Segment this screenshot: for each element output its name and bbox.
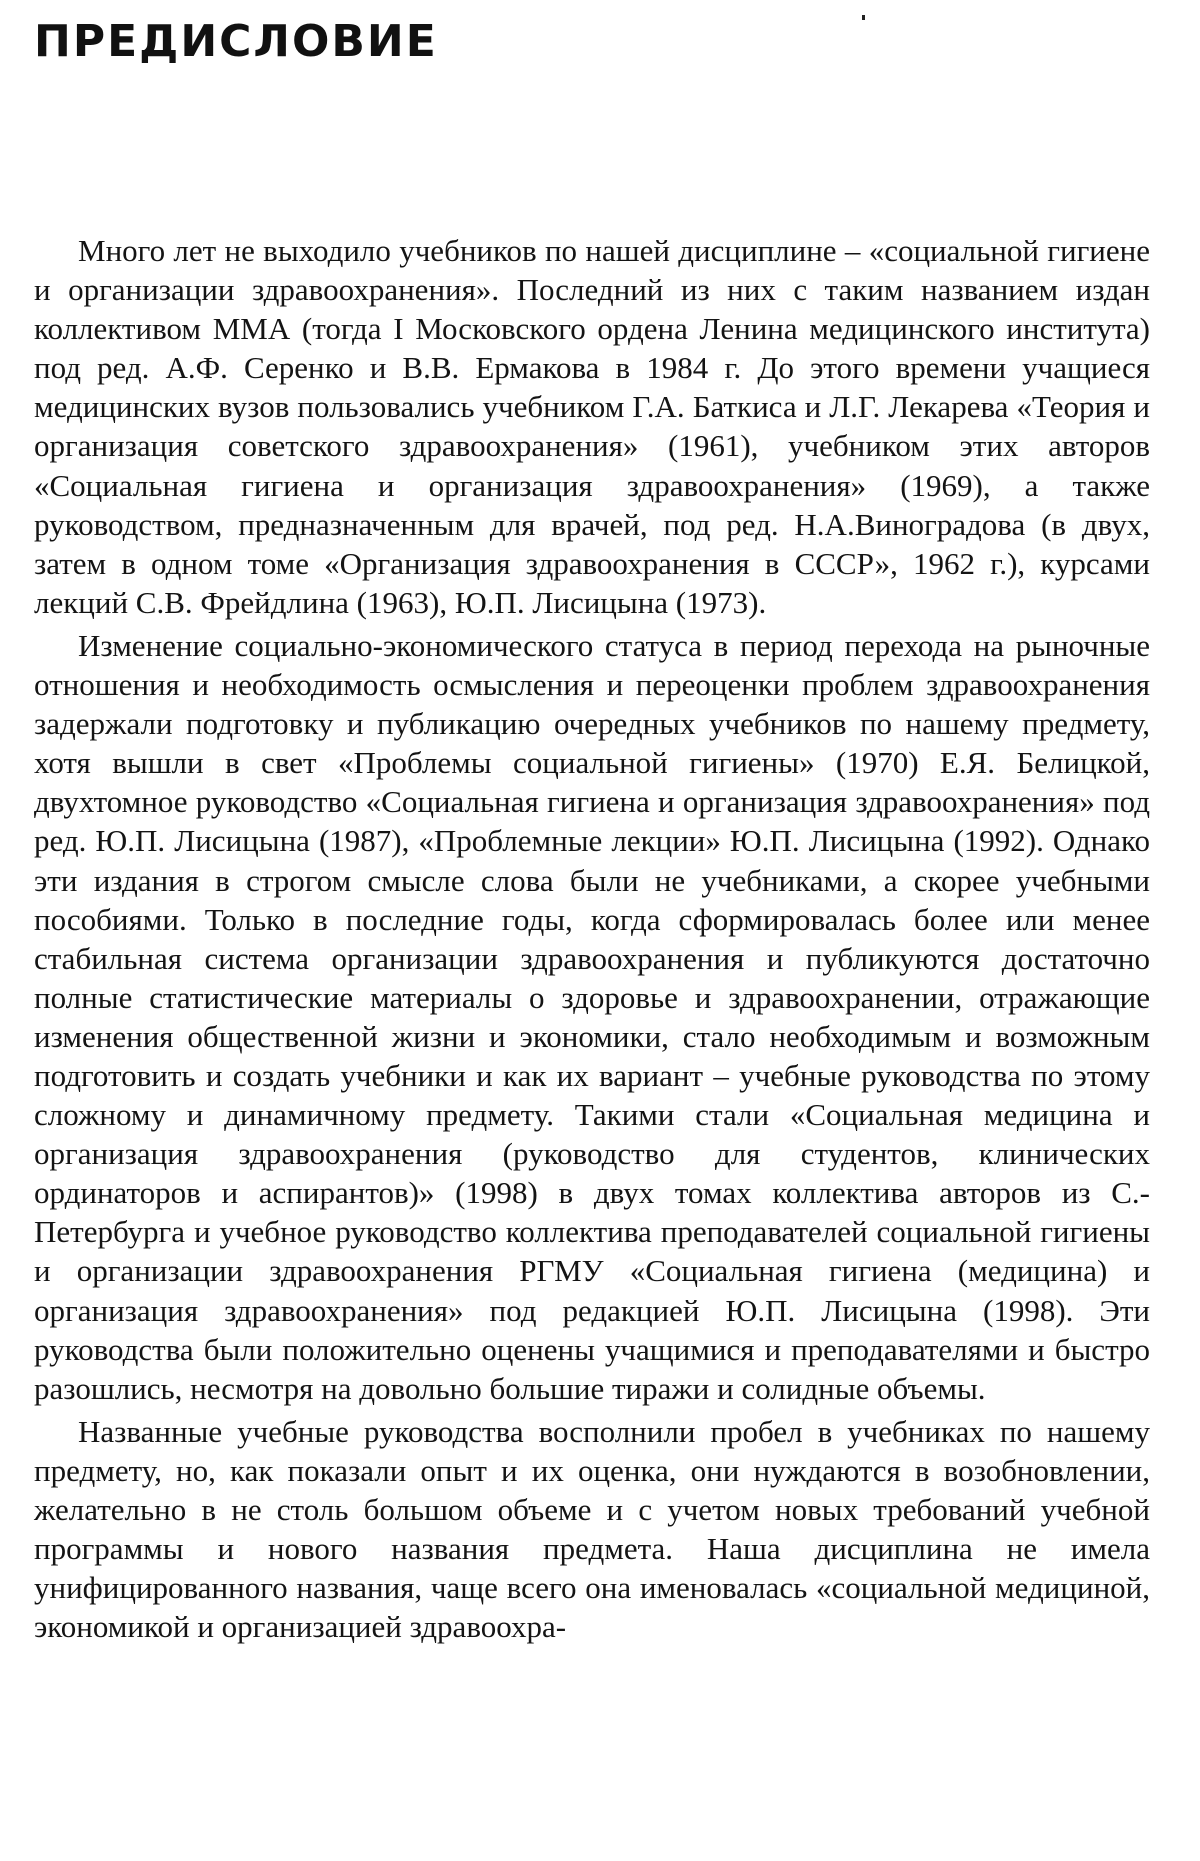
body-text	[34, 231, 1150, 1646]
print-speck	[862, 15, 865, 20]
paragraph-1: Много лет не выходило учебников по нашей дисциплине – «социальной гигиене и организации здравоохранения». Последний из них с таким названием издан коллективом ММА (тогда I Московского ордена Ленина медицинского института) под ред. А.Ф. Серенко и В.В. Ермакова в 1984 г. До этого времени учащиеся медицинских вузов пользовались учебником Г.А. Баткиса и Л.Г. Лекарева «Теория и организация советского здравоохранения» (1961), учебником этих авторов «Социальная гигиена и организация здравоохранения» (1969), а также руководством, предназначенным для врачей, под ред. Н.А.Виноградова (в двух, затем в одном томе «Организация здравоохранения в СССР», 1962 г.), курсами лекций С.В. Фрейдлина (1963), Ю.П. Лисицына (1973).	[34, 233, 1150, 620]
paragraph-3: Названные учебные руководства восполнили пробел в учебниках по нашему предмету, но, как показали опыт и их оценка, они нуждаются в возобновлении, желательно в не столь большом объеме и с учетом новых требований учебной программы и нового названия предмета. Наша дисциплина не имела унифицированного названия, чаще всего она именовалась «социальной медициной, экономикой и организацией здравоохра-	[34, 1413, 1150, 1645]
paragraph-2: Изменение социально-экономического статуса в период перехода на рыночные отношения и необходимость осмысления и переоценки проблем здравоохранения задержали подготовку и публикацию очередных учебников по нашему предмету, хотя вышли в свет «Проблемы социальной гигиены» (1970) Е.Я. Белицкой, двухтомное руководство «Социальная гигиена и организация здравоохранения» под ред. Ю.П. Лисицына (1987), «Проблемные лекции» Ю.П. Лисицына (1992). Однако эти издания в строгом смысле слова были не учебниками, а скорее учебными пособиями. Только в последние годы, когда сформировалась более или менее стабильная система организации здравоохранения и публикуются достаточно полные статистические материалы о здоровье и здравоохранении, отражающие изменения общественной жизни и экономики, стало необходимым и возможным подготовить и создать учебники и как их вариант – учебные руководства по этому сложному и динамичному предмету. Такими стали «Социальная медицина и организация здравоохранения (руководство для студентов, клинических ординаторов и аспирантов)» (1998) в двух томах коллектива авторов из С.-Петербурга и учебное руководство коллектива преподавателей социальной гигиены и организации здравоохранения РГМУ «Социальная гигиена (медицина) и организация здравоохранения» под редакцией Ю.П. Лисицына (1998). Эти руководства были положительно оценены учащимися и преподавателями и быстро разошлись, несмотря на довольно большие тиражи и солидные объемы.	[34, 627, 1150, 1406]
page-title: ПРЕДИСЛОВИЕ	[34, 16, 438, 67]
